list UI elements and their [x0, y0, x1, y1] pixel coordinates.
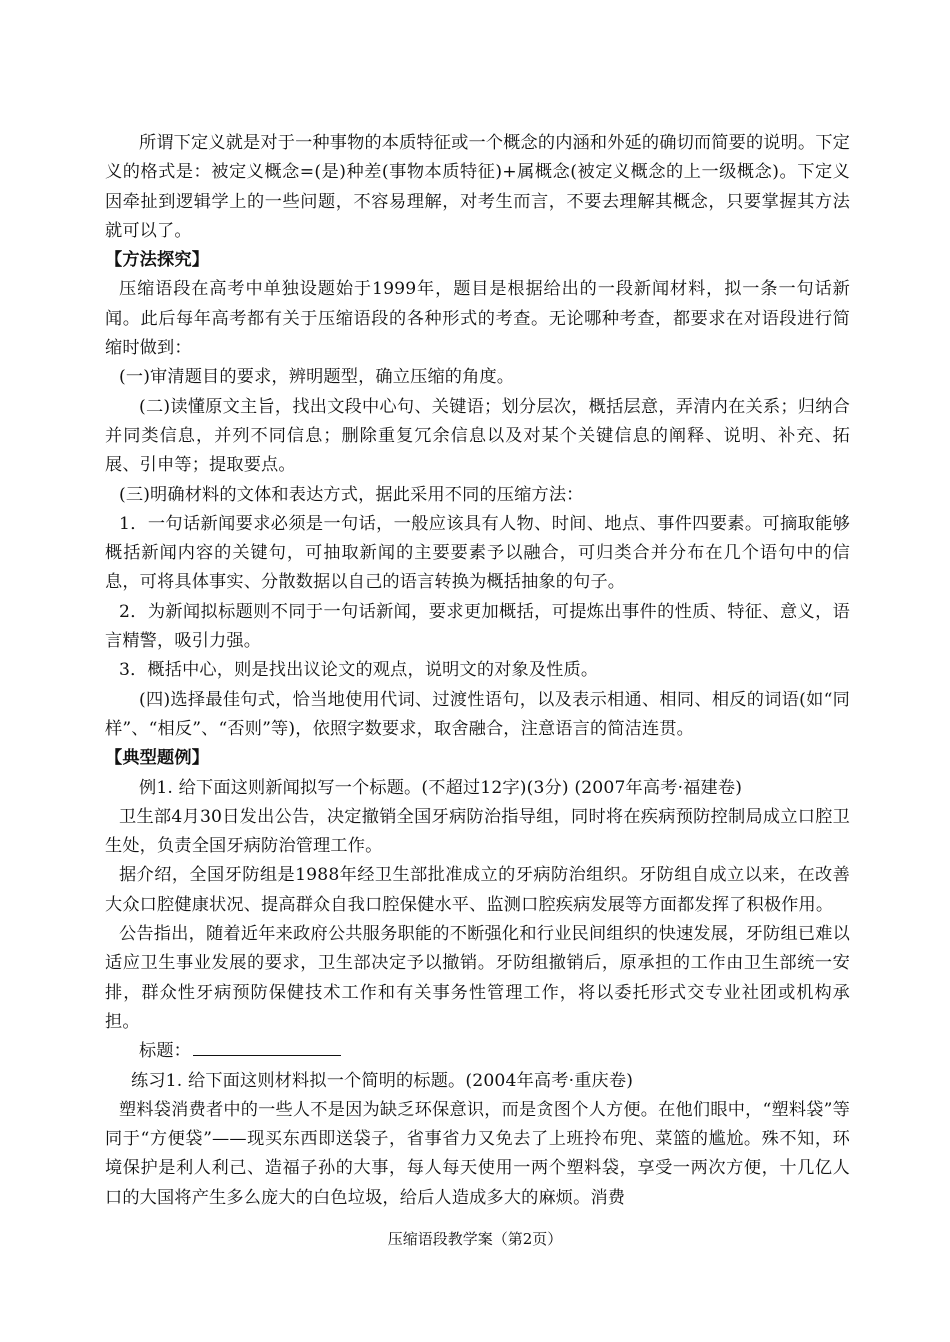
step-1: (一)审清题目的要求，辨明题型，确立压缩的角度。: [119, 367, 515, 388]
step-3: (三)明确材料的文体和表达方式，据此采用不同的压缩方法：: [119, 484, 584, 505]
title-label: 标题：: [139, 1041, 192, 1062]
intro-paragraph: 所谓下定义就是对于一种事物的本质特征或一个概念的内涵和外延的确切而简要的说明。下定义的格式是：被定义概念=(是)种差(事物本质特征)+属概念(被定义概念的上一级概念)。下定义因牵扯到逻辑学上的一些问题，不容易理解，对考生而言，不要去理解其概念，只要掌握其方法就可以了。: [105, 133, 850, 241]
point-1: 1．一句话新闻要求必须是一句话，一般应该具有人物、时间、地点、事件四要素。可摘取能够概括新闻内容的关键句，可抽取新闻的主要要素予以融合，可归类合并分布在几个语句中的信息，可将具体事实、分散数据以自己的语言转换为概括抽象的句子。: [105, 513, 850, 593]
news-paragraph-3: 公告指出，随着近年来政府公共服务职能的不断强化和行业民间组织的快速发展，牙防组已难以适应卫生事业发展的要求，卫生部决定予以撤销。牙防组撤销后，原承担的工作由卫生部统一安排，群众性牙病预防保健技术工作和有关事务性管理工作，将以委托形式交专业社团或机构承担。: [105, 924, 850, 1032]
point-3: 3．概括中心，则是找出议论文的观点，说明文的对象及性质。: [119, 660, 599, 681]
step-2: (二)读懂原文主旨，找出文段中心句、关键语；划分层次，概括层意，弄清内在关系；归纳合并同类信息，并列不同信息；删除重复冗余信息以及对某个关键信息的阐释、说明、补充、拓展、引申等；提取要点。: [105, 396, 850, 476]
news-paragraph-2: 据介绍，全国牙防组是1988年经卫生部批准成立的牙病防治组织。牙防组自成立以来，在改善大众口腔健康状况、提高群众自我口腔保健水平、监测口腔疾病发展等方面都发挥了积极作用。: [105, 865, 850, 915]
page-footer: 压缩语段教学案（第2页）: [387, 1230, 563, 1248]
page-content: [105, 129, 850, 1213]
example-heading: 【典型题例】: [105, 748, 210, 769]
method-intro: 压缩语段在高考中单独设题始于1999年，题目是根据给出的一段新闻材料，拟一条一句话新闻。此后每年高考都有关于压缩语段的各种形式的考查。无论哪种考查，都要求在对语段进行简缩时做到：: [105, 279, 850, 359]
step-4: (四)选择最佳句式，恰当地使用代词、过渡性语句，以及表示相通、相同、相反的词语(如“同样”、“相反”、“否则”等)，依照字数要求，取舍融合，注意语言的简洁连贯。: [105, 689, 850, 739]
news-paragraph-1: 卫生部4月30日发出公告，决定撤销全国牙病防治指导组，同时将在疾病预防控制局成立口腔卫生处，负责全国牙病防治管理工作。: [105, 806, 850, 857]
title-blank[interactable]: [193, 1037, 341, 1056]
method-heading: 【方法探究】: [105, 250, 210, 271]
example-1-prompt: 例1. 给下面这则新闻拟写一个标题。(不超过12字)(3分) (2007年高考·福建卷): [139, 777, 743, 798]
title-answer-line: [105, 1037, 850, 1066]
exercise-paragraph-1: 塑料袋消费者中的一些人不是因为缺乏环保意识，而是贪图个人方便。在他们眼中，“塑料袋”等同于“方便袋”——现买东西即送袋子，省事省力又免去了上班拎布兜、菜篮的尴尬。殊不知，环境保护是利人利己、造福子孙的大事，每人每天使用一两个塑料袋，享受一两次方便，十几亿人口的大国将产生多么庞大的白色垃圾，给后人造成多大的麻烦。消费: [105, 1099, 850, 1208]
point-2: 2．为新闻拟标题则不同于一句话新闻，要求更加概括，可提炼出事件的性质、特征、意义，语言精警，吸引力强。: [105, 601, 850, 652]
exercise-1-prompt: 练习1. 给下面这则材料拟一个简明的标题。(2004年高考·重庆卷): [131, 1070, 634, 1091]
